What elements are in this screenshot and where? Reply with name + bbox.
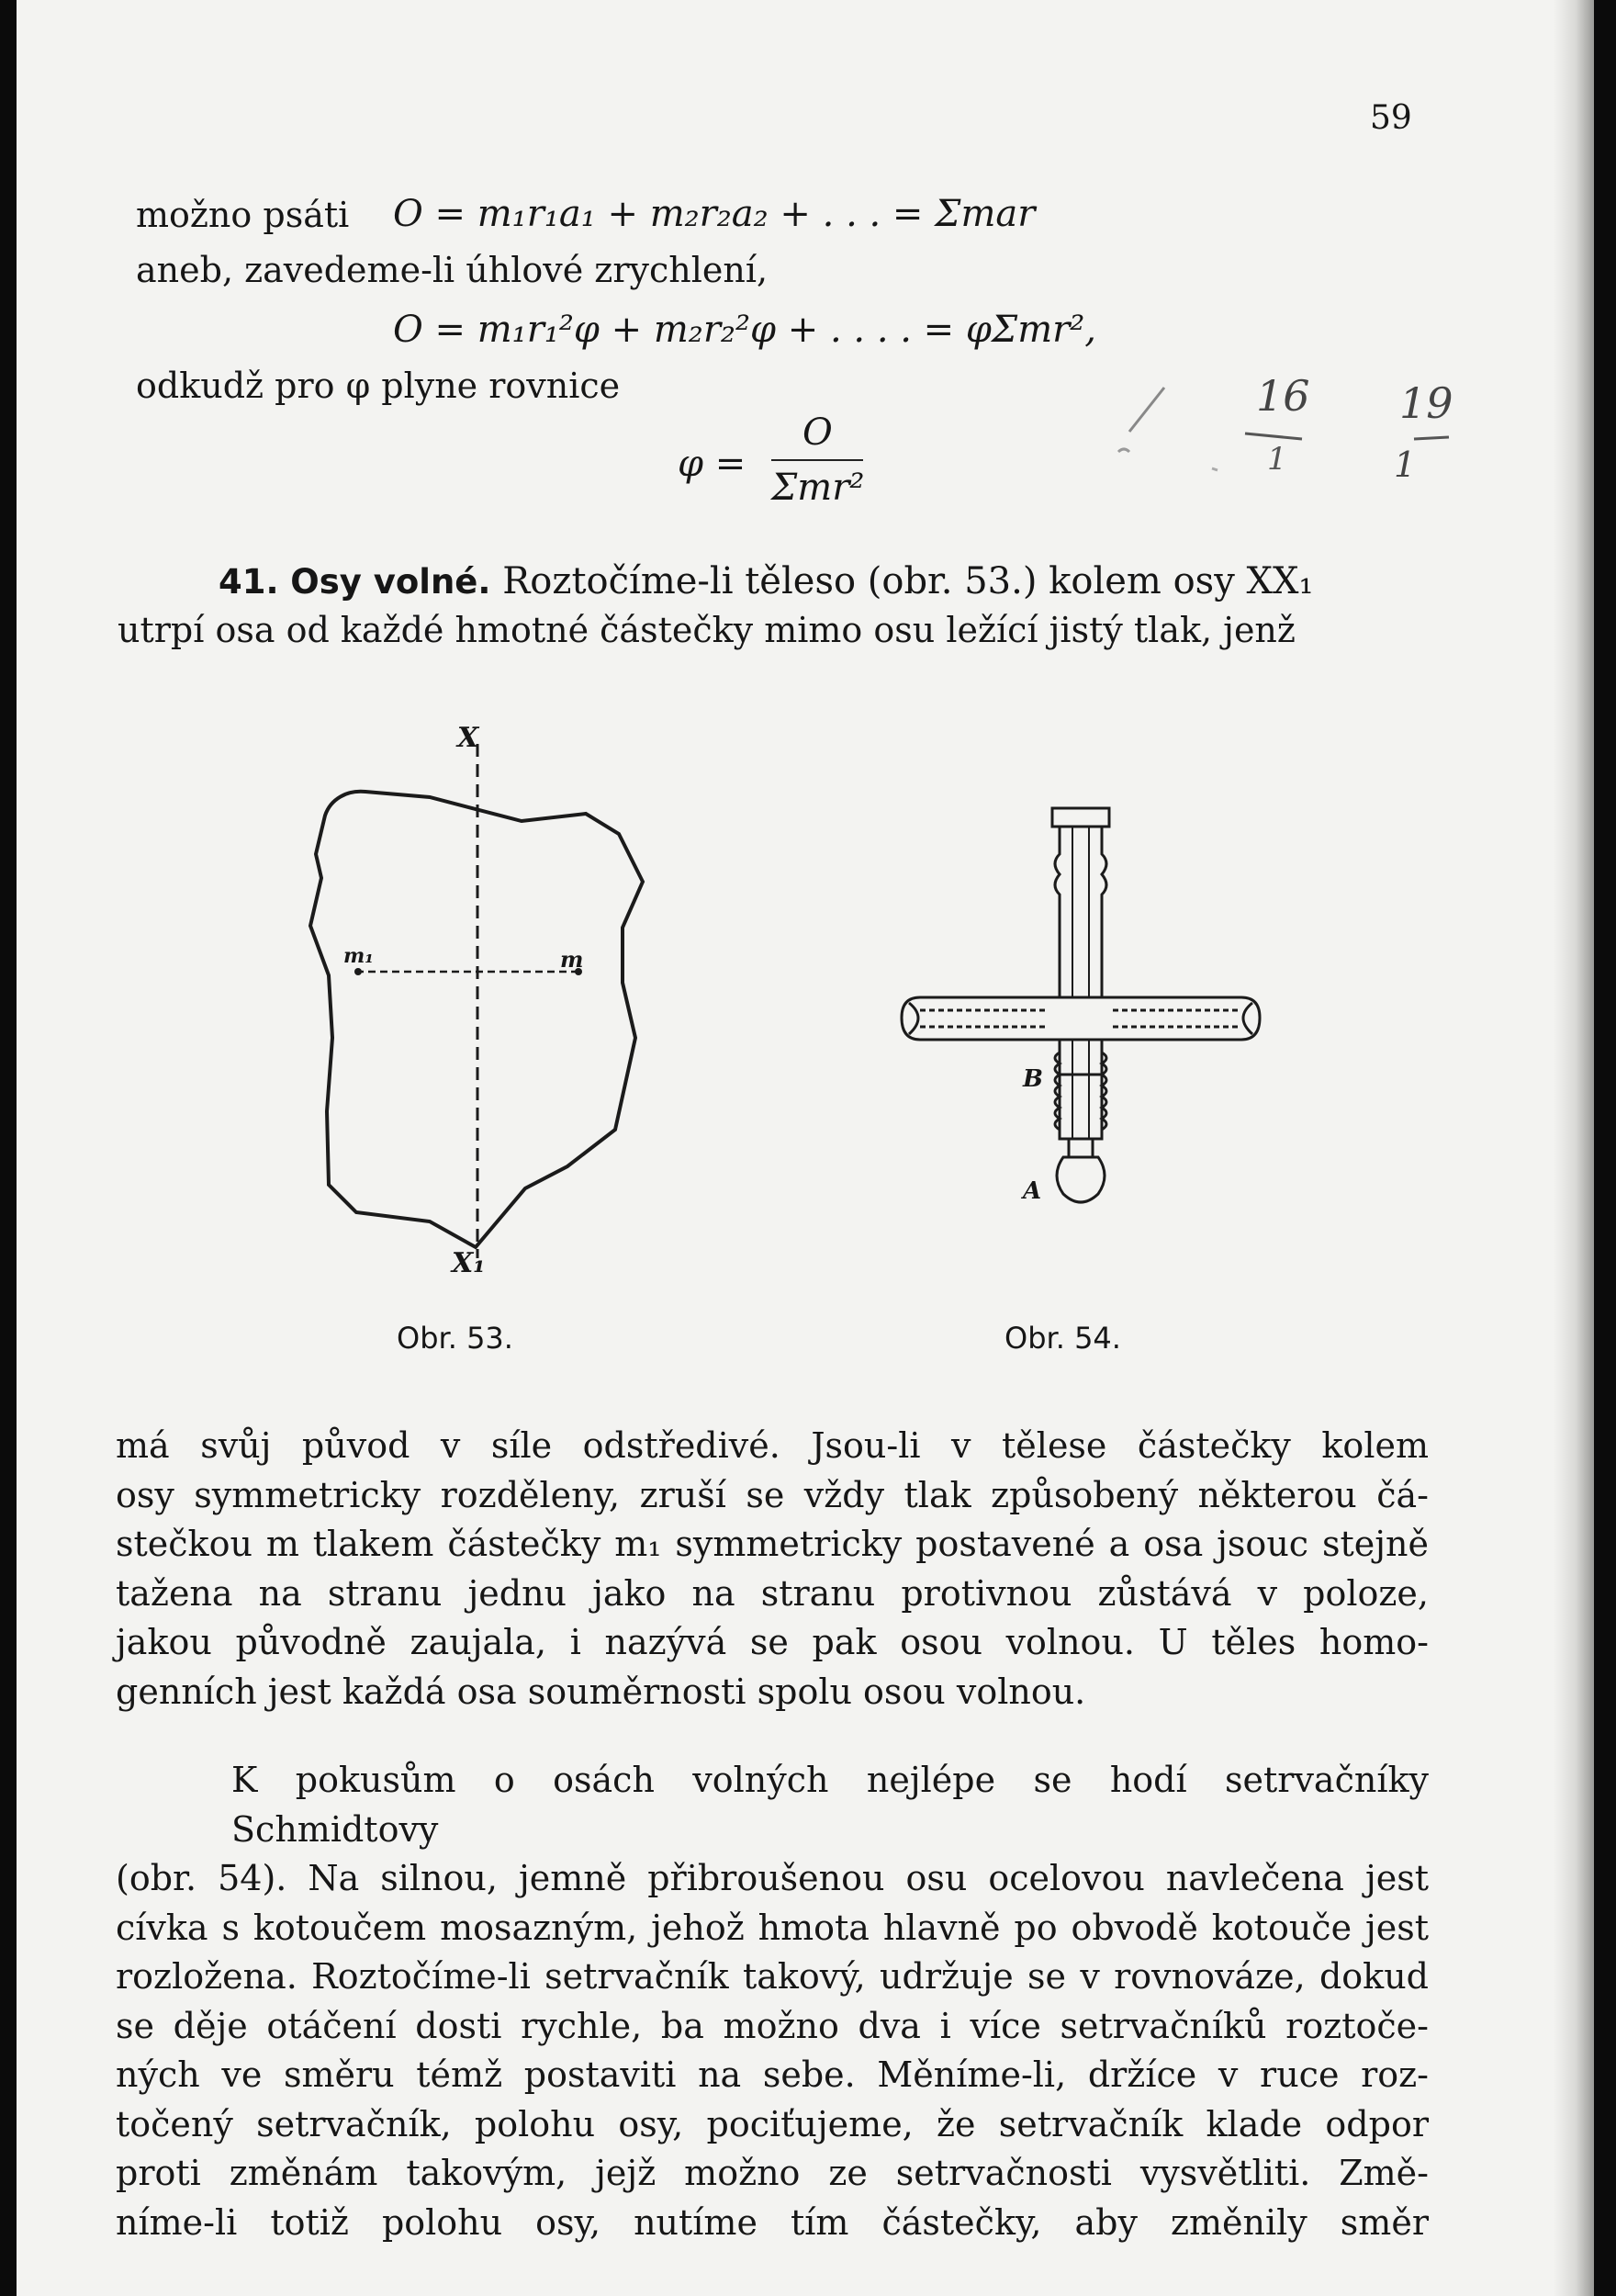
section-heading xyxy=(219,560,1314,602)
text-line: stečkou m tlakem částečky m₁ symmetricky postavené a osa jsouc stejně xyxy=(116,1524,1429,1564)
phi-lhs: φ = xyxy=(678,443,746,485)
figure-54-gyroscope-drawing xyxy=(889,799,1274,1240)
fig53-label-m1: m₁ xyxy=(343,944,374,968)
formula-torque-sum: O = m₁r₁a₁ + m₂r₂a₂ + . . . = Σmar xyxy=(393,193,1036,235)
text-line: ných ve směru témž postaviti na sebe. Měníme-li, držíce v ruce roz- xyxy=(116,2054,1429,2095)
paragraph-schmidt-gyroscopes xyxy=(116,1756,1429,2247)
text-line: má svůj původ v síle odstředivé. Jsou-li v tělese částečky kolem xyxy=(116,1425,1429,1466)
eq-lead-text: možno psáti xyxy=(136,195,350,235)
eq-line-angular-acceleration: aneb, zavedeme-li úhlové zrychlení, xyxy=(136,250,769,290)
text-line: tažena na stranu jednu jako na stranu protivnou zůstává v poloze, xyxy=(116,1572,1429,1614)
text-line: genních jest každá osa souměrnosti spolu osou volnou. xyxy=(116,1671,1086,1712)
page-edge-shadow xyxy=(1554,0,1594,2296)
phi-denominator: Σmr² xyxy=(771,467,865,509)
page-number: 59 xyxy=(1370,99,1412,137)
fig54-label-a: A xyxy=(1023,1177,1042,1205)
eq-line-phi-intro: odkudž pro φ plyne rovnice xyxy=(136,366,621,406)
fig53-label-m: m xyxy=(560,946,584,973)
fig53-label-x: X xyxy=(457,722,479,754)
paragraph-free-axes xyxy=(116,1422,1429,1716)
section-line1-rest: Roztočíme-li těleso (obr. 53.) kolem osy XX₁ xyxy=(502,560,1314,602)
pencil-fraction2-denominator: 1 xyxy=(1394,445,1417,485)
section-line2: utrpí osa od každé hmotné částečky mimo osu ležící jistý tlak, jenž xyxy=(118,610,1296,650)
figure-53-drawing xyxy=(292,726,678,1295)
text-line: níme-li totiž polohu osy, nutíme tím částečky, aby změnily směr xyxy=(116,2201,1429,2243)
text-line: točený setrvačník, polohu osy, pociťujeme, že setrvačník klade odpor xyxy=(116,2103,1429,2144)
pencil-fraction1-numerator: 16 xyxy=(1256,371,1310,421)
fraction-bar xyxy=(771,459,863,461)
text-line: (obr. 54). Na silnou, jemně přibroušenou osu ocelovou navlečena jest xyxy=(116,1858,1429,1898)
fig54-label-b: B xyxy=(1023,1065,1043,1093)
book-page xyxy=(17,0,1594,2296)
section-number: 41. xyxy=(219,562,279,602)
text-line: proti změnám takovým, jejž možno ze setrvačnosti vysvětliti. Změ- xyxy=(116,2153,1429,2193)
fig53-caption: Obr. 53. xyxy=(397,1321,513,1356)
text-line: cívka s kotoučem mosazným, jehož hmota hlavně po obvodě kotouče jest xyxy=(116,1907,1429,1948)
fig54-caption: Obr. 54. xyxy=(1004,1321,1121,1356)
pencil-fraction2-numerator: 19 xyxy=(1399,378,1453,428)
section-title: Osy volné. xyxy=(290,562,491,602)
text-line: se děje otáčení dosti rychle, ba možno dva i více setrvačníků roztoče- xyxy=(116,2005,1429,2046)
text-line: jakou původně zaujala, i nazývá se pak osou volnou. U těles homo- xyxy=(116,1622,1429,1662)
pencil-fraction1-denominator: 1 xyxy=(1267,441,1287,478)
text-line: osy symmetricky rozděleny, zruší se vždy tlak způsobený některou čá- xyxy=(116,1474,1429,1515)
text-line: K pokusům o osách volných nejlépe se hodí setrvačníky Schmidtovy xyxy=(231,1760,1429,1850)
phi-numerator: O xyxy=(802,411,833,454)
formula-torque-phi: O = m₁r₁²φ + m₂r₂²φ + . . . . = φΣmr², xyxy=(393,309,1096,351)
text-line: rozložena. Roztočíme-li setrvačník takový, udržuje se v rovnováze, dokud xyxy=(116,1956,1429,1997)
fig53-label-x1: X₁ xyxy=(452,1247,486,1279)
